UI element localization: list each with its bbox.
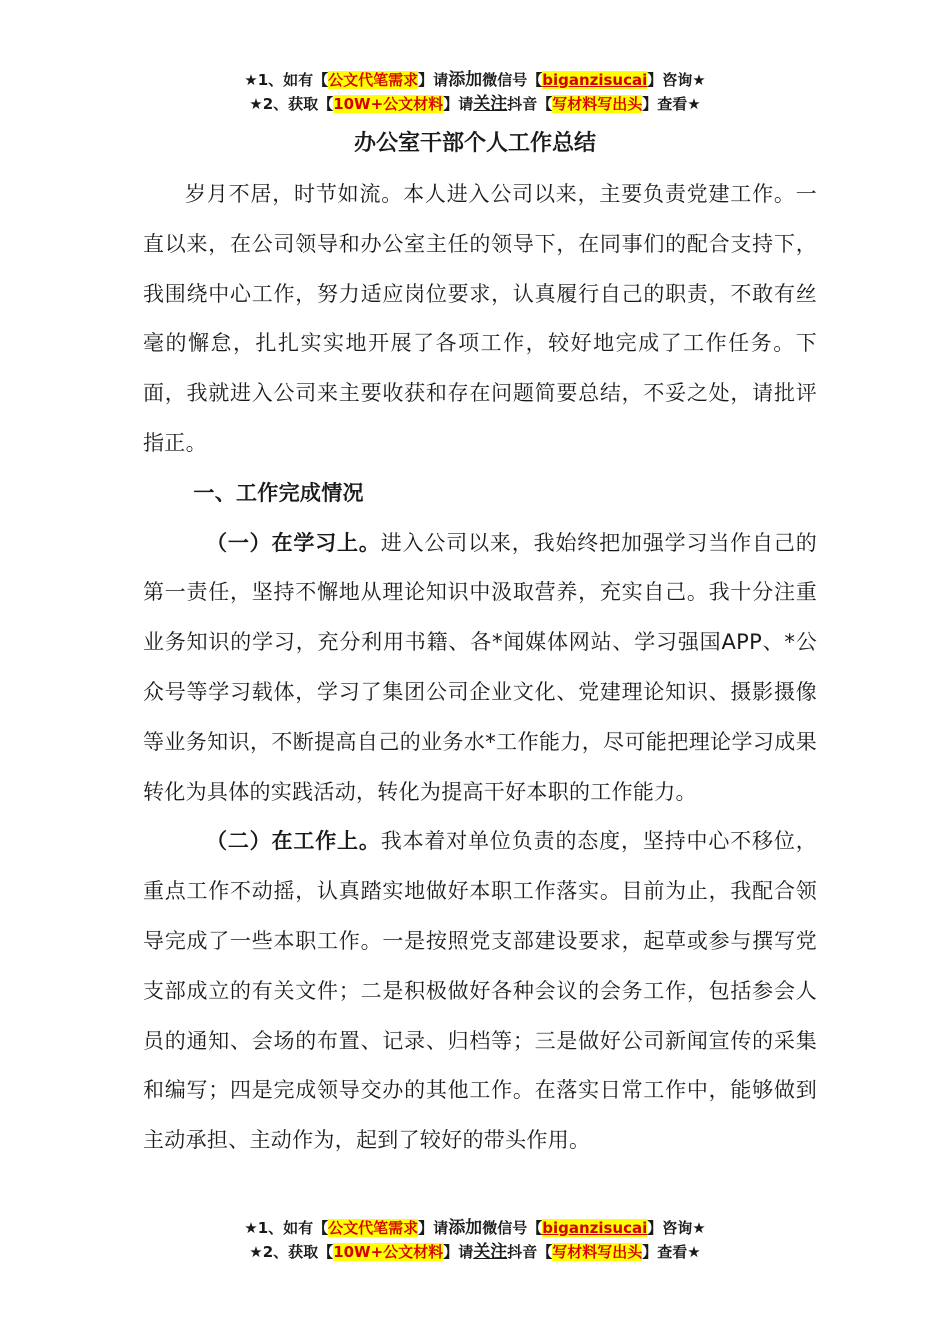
promo-douyin-id: 写材料写出头 [552, 95, 643, 113]
promo-emphasis: 关注 [473, 94, 508, 114]
promo-text: ★1、如有【 [244, 1219, 329, 1237]
promo-text: ★1、如有【 [244, 71, 329, 89]
intro-paragraph: 岁月不居，时节如流。本人进入公司以来，主要负责党建工作。一直以来，在公司领导和办公室主任的领导下，在同事们的配合支持下，我围绕中心工作，努力适应岗位要求，认真履行自己的职责，不敢有丝毫的懈怠，扎扎实实地开展了各项工作，较好地完成了工作任务。下面，我就进入公司来主要收获和存在问题简要总结，不妥之处，请批评指正。 [143, 182, 817, 455]
promo-emphasis: 添加 [448, 1218, 483, 1238]
work-label: （二）在工作上。 [206, 829, 381, 854]
promo-highlight: 公文代笔需求 [328, 1219, 419, 1237]
promo-text: 微信号【 [482, 1219, 543, 1237]
promo-line-2 [0, 1240, 950, 1264]
study-label: （一）在学习上。 [206, 530, 381, 555]
document-body [143, 170, 817, 1166]
promo-text: 】请 [443, 95, 474, 113]
promo-text: 抖音【 [507, 95, 553, 113]
work-text: 我本着对单位负责的态度，坚持中心不移位，重点工作不动摇，认真踏实地做好本职工作落实。目前为止，我配合领导完成了一些本职工作。一是按照党支部建设要求，起草或参与撰写党支部成立的有关文件；二是积极做好各种会议的会务工作，包括参会人员的通知、会场的布置、记录、归档等；三是做好公司新闻宣传的采集和编写；四是完成领导交办的其他工作。在落实日常工作中，能够做到主动承担、主动作为，起到了较好的带头作用。 [143, 829, 818, 1153]
promo-text: 】咨询★ [647, 1219, 706, 1237]
promo-text: 】请 [418, 71, 449, 89]
promo-line-1 [0, 1216, 950, 1240]
header-promo-banner [0, 68, 950, 116]
footer-promo-banner [0, 1216, 950, 1264]
promo-douyin-id: 写材料写出头 [552, 1243, 643, 1261]
document-title: 办公室干部个人工作总结 [353, 131, 596, 156]
work-paragraph [143, 817, 817, 1166]
promo-line-1 [0, 68, 950, 92]
promo-text: ★2、获取【 [249, 1243, 334, 1261]
promo-line-2 [0, 92, 950, 116]
study-text: 进入公司以来，我始终把加强学习当作自己的第一责任，坚持不懈地从理论知识中汲取营养，充实自己。我十分注重业务知识的学习，充分利用书籍、各*闻媒体网站、学习强国APP、*公众号等学习载体，学习了集团公司企业文化、党建理论知识、摄影摄像等业务知识，不断提高自己的业务水*工作能力，尽可能把理论学习成果转化为具体的实践活动，转化为提高干好本职的工作能力。 [143, 530, 818, 804]
promo-text: 抖音【 [507, 1243, 553, 1261]
promo-emphasis: 添加 [448, 70, 483, 90]
promo-highlight: 10W+公文材料 [333, 1243, 444, 1261]
promo-highlight: 10W+公文材料 [333, 95, 444, 113]
promo-highlight: 公文代笔需求 [328, 71, 419, 89]
promo-text: 】请 [443, 1243, 474, 1261]
promo-emphasis: 关注 [473, 1242, 508, 1262]
promo-text: ★2、获取【 [249, 95, 334, 113]
section-heading: 一、工作完成情况 [193, 480, 364, 505]
promo-wechat-id: biganzisucai [542, 71, 648, 89]
promo-text: 】查看★ [642, 95, 701, 113]
promo-text: 】咨询★ [647, 71, 706, 89]
study-paragraph [143, 519, 817, 818]
promo-text: 】请 [418, 1219, 449, 1237]
promo-wechat-id: biganzisucai [542, 1219, 648, 1237]
promo-text: 】查看★ [642, 1243, 701, 1261]
promo-text: 微信号【 [482, 71, 543, 89]
